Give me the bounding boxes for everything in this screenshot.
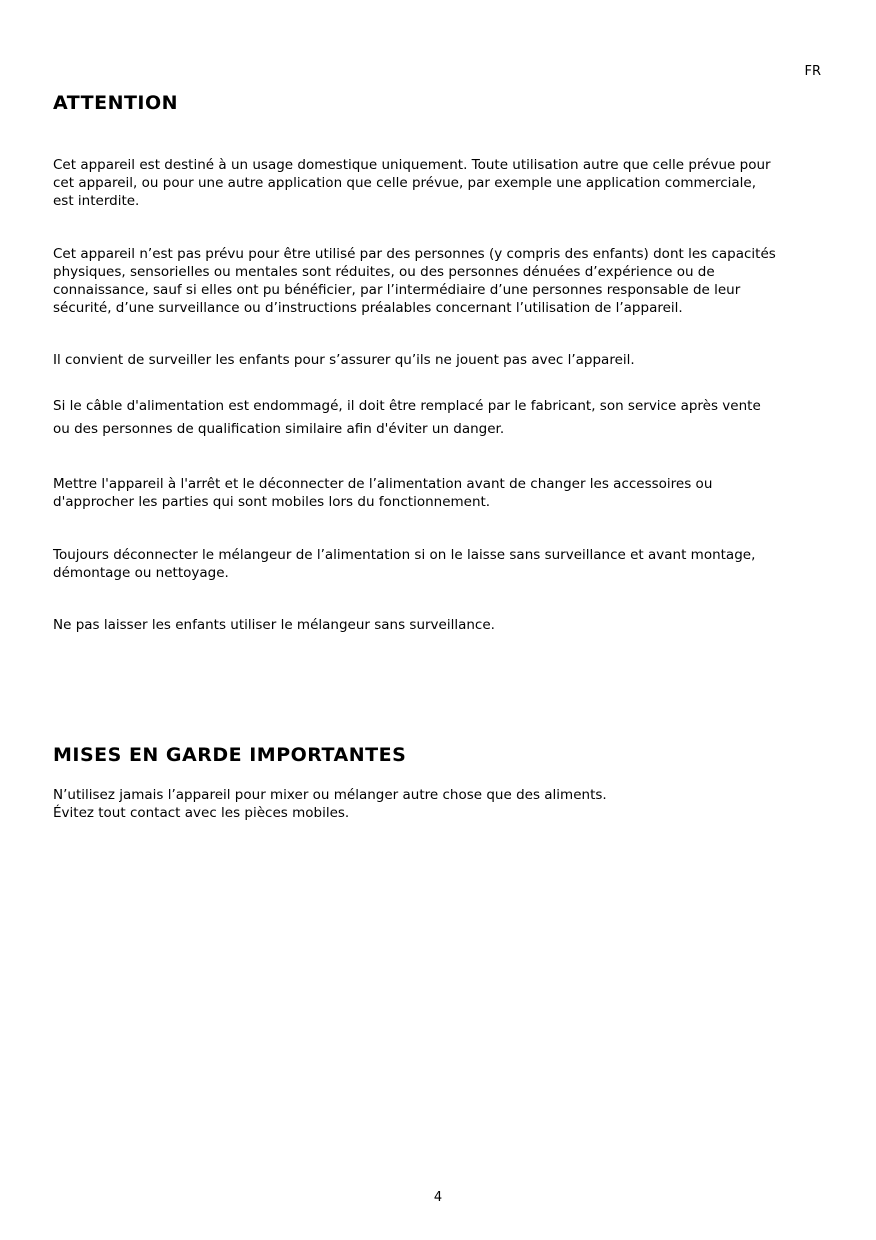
text-line: Cet appareil est destiné à un usage domestique uniquement. Toute utilisation autre que celle prévue pour [53, 157, 771, 173]
text-line: Cet appareil n’est pas prévu pour être utilisé par des personnes (y compris des enfants) dont les capacités [53, 246, 776, 262]
paragraph-warnings [53, 786, 828, 822]
paragraph-no-children-use [53, 616, 828, 634]
warnings-heading: MISES EN GARDE IMPORTANTES [53, 744, 407, 766]
text-line: Mettre l'appareil à l'arrêt et le déconnecter de l’alimentation avant de changer les accessoires ou [53, 476, 713, 492]
text-line: d'approcher les parties qui sont mobiles lors du fonctionnement. [53, 494, 491, 510]
text-line: Évitez tout contact avec les pièces mobiles. [53, 805, 350, 821]
text-line: Ne pas laisser les enfants utiliser le mélangeur sans surveillance. [53, 617, 495, 633]
text-line: cet appareil, ou pour une autre application que celle prévue, par exemple une application commerciale, [53, 175, 757, 191]
attention-heading: ATTENTION [53, 92, 179, 114]
text-line: sécurité, d’une surveillance ou d’instructions préalables concernant l’utilisation de l’appareil. [53, 300, 683, 316]
text-line: Il convient de surveiller les enfants pour s’assurer qu’ils ne jouent pas avec l’appareil. [53, 352, 635, 368]
text-line: Toujours déconnecter le mélangeur de l’alimentation si on le laisse sans surveillance et avant montage, [53, 547, 756, 563]
paragraph-supervise-children [53, 351, 828, 369]
text-line: ou des personnes de qualification similaire afin d'éviter un danger. [53, 421, 505, 437]
text-line: démontage ou nettoyage. [53, 565, 229, 581]
text-line: connaissance, sauf si elles ont pu bénéficier, par l’intermédiaire d’une personnes responsable de leur [53, 282, 741, 298]
text-line: N’utilisez jamais l’appareil pour mixer ou mélanger autre chose que des aliments. [53, 787, 607, 803]
page-number: 4 [433, 1190, 443, 1205]
paragraph-disconnect [53, 546, 828, 582]
language-code: FR [804, 64, 821, 79]
paragraph-damaged-cable [53, 395, 828, 441]
text-line: physiques, sensorielles ou mentales sont réduites, ou des personnes dénuées d’expérience ou de [53, 264, 715, 280]
paragraph-reduced-capacities [53, 245, 828, 317]
text-line: Si le câble d'alimentation est endommagé, il doit être remplacé par le fabricant, son service après vente [53, 398, 761, 414]
paragraph-domestic-use [53, 156, 828, 210]
text-line: est interdite. [53, 193, 140, 209]
paragraph-switch-off [53, 475, 828, 511]
